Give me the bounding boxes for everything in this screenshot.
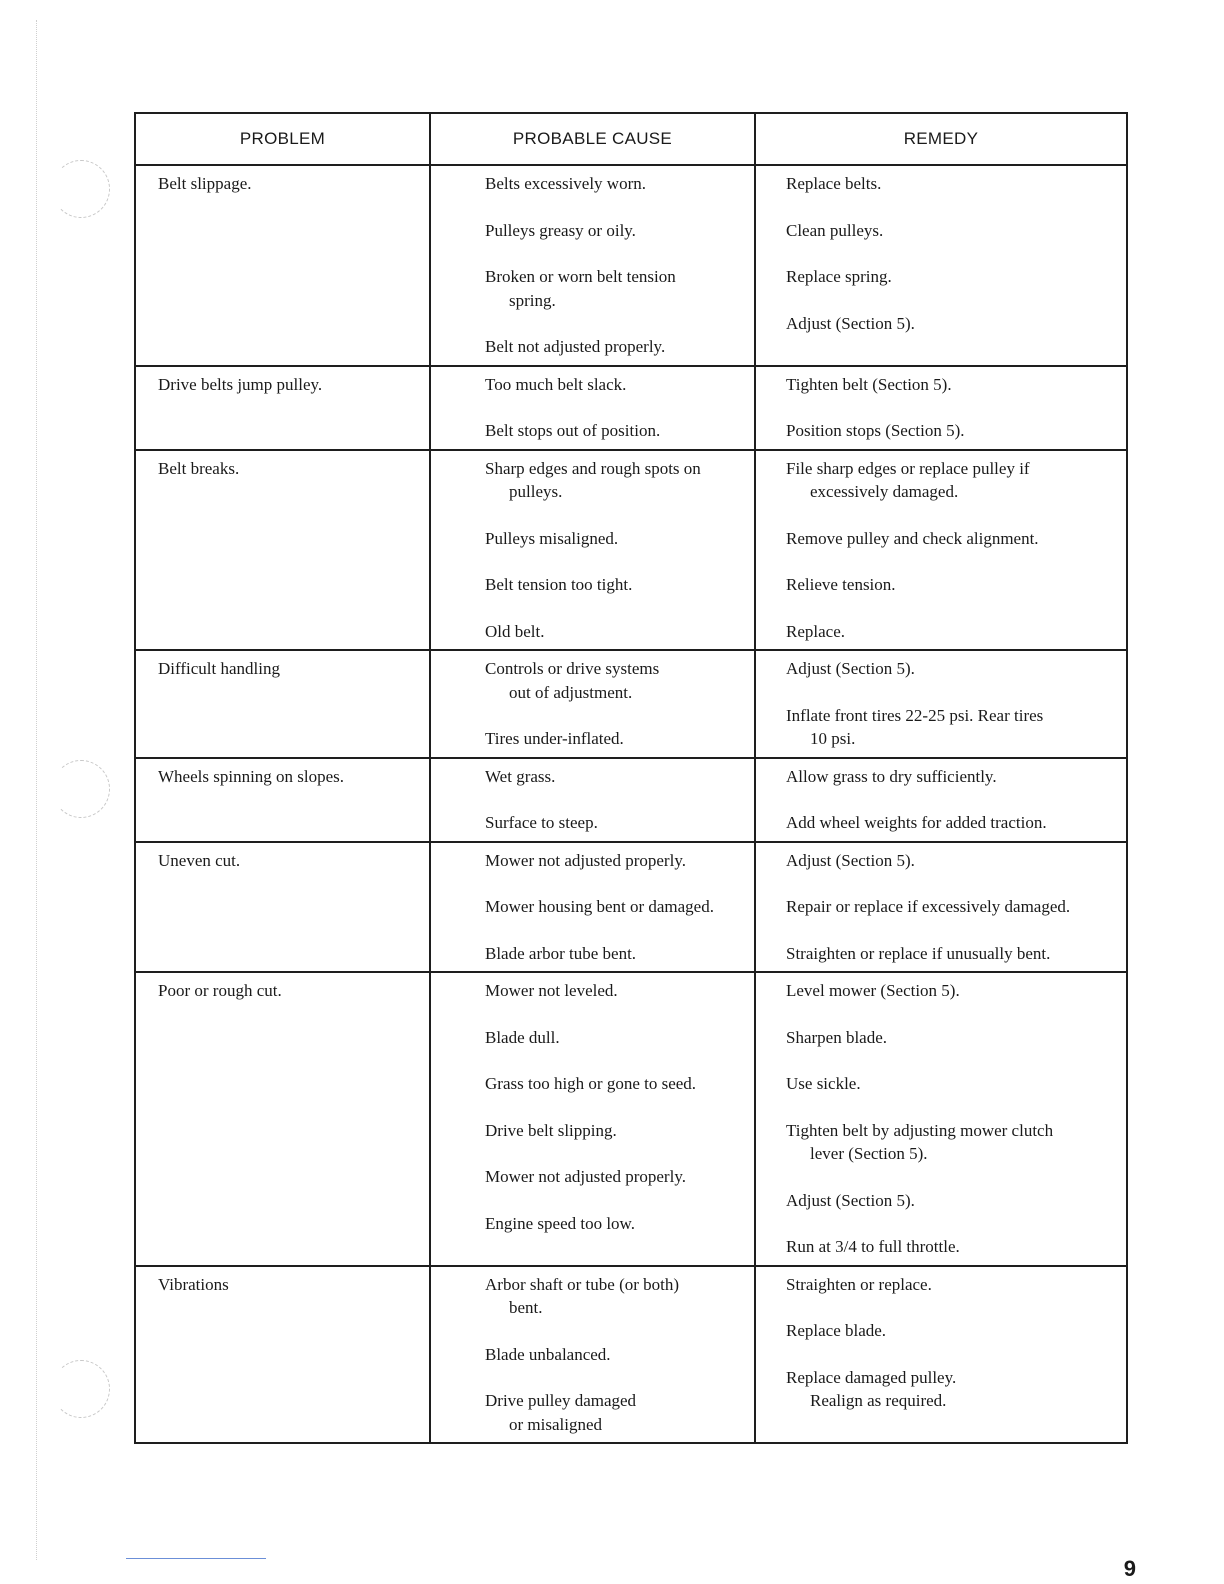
remedy-entry-line: Add wheel weights for added traction. [786,813,1047,832]
cause-entry-line: out of adjustment. [509,682,633,702]
cause-entry [485,657,744,704]
cause-entry-line: Mower not leveled. [485,981,618,1000]
remedy-cell [755,366,1127,450]
remedy-cell [755,758,1127,842]
cause-entry-line: Mower not adjusted properly. [485,1167,686,1186]
problem-cell: Wheels spinning on slopes. [135,758,430,842]
cause-entry [485,1165,744,1189]
remedy-column-header: REMEDY [755,113,1127,165]
cause-entry [485,1389,744,1436]
cause-entry [485,942,744,966]
cause-entry [485,219,744,243]
remedy-entry-line: Use sickle. [786,1074,861,1093]
cause-cell [430,450,755,651]
remedy-entry-line: Relieve tension. [786,575,896,594]
cause-entry-line: Belt not adjusted properly. [485,337,666,356]
cause-entry-line: Blade dull. [485,1027,560,1047]
table-row [135,1266,1127,1444]
cause-entry [485,573,744,597]
remedy-entry-line: Repair or replace if excessively damaged. [786,897,1071,916]
cause-entry-line: Old belt. [485,621,545,641]
remedy-entry-line: Level mower (Section 5). [786,981,960,1000]
cause-cell [430,1266,755,1444]
cause-entry-line: Mower housing bent or damaged. [485,897,714,916]
remedy-entry-line: Tighten belt by adjusting mower clutch [786,1120,1054,1140]
remedy-cell [755,450,1127,651]
cause-entry [485,172,744,196]
cause-entry-line: Belts excessively worn. [485,174,646,193]
cause-entry [485,1212,744,1236]
remedy-entry-line: Position stops (Section 5). [786,421,965,440]
remedy-entry-line: Remove pulley and check alignment. [786,528,1039,548]
cause-entry [485,1026,744,1050]
remedy-entry-line: Replace belts. [786,174,882,193]
cause-entry-line: Drive pulley damaged [485,1391,637,1410]
problem-cell: Belt breaks. [135,450,430,651]
remedy-entry [786,219,1116,243]
cause-entry [485,1072,744,1096]
table-row [135,758,1127,842]
binder-margin-line [36,20,37,1560]
remedy-entry [786,657,1116,681]
remedy-entry [786,419,1116,443]
table-row [135,972,1127,1266]
table-row [135,650,1127,758]
remedy-entry-line: excessively damaged. [810,482,959,501]
problem-cell: Difficult handling [135,650,430,758]
remedy-entry-line: Adjust (Section 5). [786,1190,915,1210]
problem-cell: Drive belts jump pulley. [135,366,430,450]
binder-hole [52,1360,110,1418]
cause-entry-line: pulleys. [509,482,563,501]
cause-entry [485,335,744,359]
table-row [135,366,1127,450]
problem-cell: Poor or rough cut. [135,972,430,1266]
remedy-entry-line: Replace. [786,621,845,641]
remedy-cell [755,1266,1127,1444]
remedy-entry [786,527,1116,551]
cause-entry [485,765,744,789]
cause-entry-line: Grass too high or gone to seed. [485,1074,697,1093]
remedy-entry [786,895,1116,919]
remedy-entry-line: Adjust (Section 5). [786,850,915,870]
remedy-entry-line: Allow grass to dry sufficiently. [786,766,997,786]
remedy-entry [786,1273,1116,1297]
remedy-entry [786,373,1116,397]
problem-cell: Uneven cut. [135,842,430,973]
table-row [135,450,1127,651]
cause-entry-line: or misaligned [509,1414,603,1434]
remedy-entry [786,312,1116,336]
cause-entry-line: Drive belt slipping. [485,1120,617,1140]
cause-entry [485,527,744,551]
cause-entry-line: Sharp edges and rough spots on [485,458,701,478]
remedy-entry [786,1072,1116,1096]
remedy-entry [786,265,1116,289]
cause-cell [430,972,755,1266]
cause-entry-line: Pulleys greasy or oily. [485,220,636,240]
remedy-entry [786,811,1116,835]
cause-entry [485,895,744,919]
cause-cell [430,758,755,842]
troubleshooting-table [134,112,1128,1444]
remedy-entry [786,1319,1116,1343]
remedy-entry-line: Run at 3/4 to full throttle. [786,1237,960,1256]
binder-hole [52,160,110,218]
cause-entry [485,811,744,835]
problem-cell: Belt slippage. [135,165,430,366]
cause-entry [485,979,744,1003]
cause-entry-line: Too much belt slack. [485,374,627,394]
cause-entry [485,620,744,644]
cause-entry-line: Controls or drive systems [485,659,660,678]
remedy-entry [786,704,1116,751]
remedy-entry-line: Replace blade. [786,1321,887,1340]
cause-entry [485,1119,744,1143]
remedy-entry-line: Realign as required. [810,1391,947,1410]
remedy-entry [786,1026,1116,1050]
table-row [135,165,1127,366]
problem-column-header: PROBLEM [135,113,430,165]
remedy-entry-line: Straighten or replace. [786,1274,932,1294]
remedy-entry [786,942,1116,966]
cause-entry [485,849,744,873]
cause-entry [485,419,744,443]
cause-entry [485,265,744,312]
remedy-cell [755,972,1127,1266]
cause-entry-line: Surface to steep. [485,813,598,832]
page-number: 9 [1123,1556,1136,1581]
cause-cell [430,650,755,758]
remedy-entry [786,172,1116,196]
cause-entry [485,1343,744,1367]
cause-entry-line: Arbor shaft or tube (or both) [485,1274,680,1294]
cause-entry-line: Belt stops out of position. [485,421,661,440]
remedy-entry [786,1119,1116,1166]
cause-entry [485,457,744,504]
remedy-entry-line: Sharpen blade. [786,1027,888,1047]
cause-entry-line: Blade arbor tube bent. [485,943,637,963]
cause-entry-line: Blade unbalanced. [485,1344,611,1364]
remedy-entry [786,573,1116,597]
cause-entry-line: Tires under-inflated. [485,729,624,748]
cause-entry-line: Broken or worn belt tension [485,267,676,286]
remedy-cell [755,842,1127,973]
cause-entry [485,373,744,397]
table-body [135,165,1127,1443]
remedy-entry-line: Replace spring. [786,267,892,286]
remedy-entry-line: 10 psi. [810,729,856,748]
remedy-entry-line: Straighten or replace if unusually bent. [786,943,1051,963]
binder-hole [52,760,110,818]
remedy-cell [755,650,1127,758]
remedy-entry-line: Adjust (Section 5). [786,313,915,333]
cause-cell [430,366,755,450]
remedy-entry-line: Adjust (Section 5). [786,659,915,678]
remedy-entry [786,457,1116,504]
cause-entry-line: Mower not adjusted properly. [485,850,686,870]
cause-entry-line: bent. [509,1298,543,1317]
remedy-entry [786,979,1116,1003]
remedy-entry [786,1189,1116,1213]
remedy-entry-line: File sharp edges or replace pulley if [786,458,1030,478]
table-row [135,842,1127,973]
remedy-entry-line: Replace damaged pulley. [786,1367,957,1387]
remedy-entry [786,1235,1116,1259]
problem-cell: Vibrations [135,1266,430,1444]
remedy-cell [755,165,1127,366]
remedy-entry-line: Tighten belt (Section 5). [786,374,952,394]
remedy-entry [786,849,1116,873]
cause-entry-line: spring. [509,290,556,310]
remedy-entry-line: Inflate front tires 22-25 psi. Rear tires [786,705,1044,725]
remedy-entry-line: Clean pulleys. [786,220,884,240]
cause-entry-line: Engine speed too low. [485,1213,635,1233]
remedy-entry [786,620,1116,644]
cause-cell [430,842,755,973]
cause-column-header: PROBABLE CAUSE [430,113,755,165]
cause-entry-line: Wet grass. [485,766,556,786]
cause-entry-line: Pulleys misaligned. [485,528,619,548]
cause-entry [485,1273,744,1320]
remedy-entry [786,1366,1116,1413]
footer-rule [126,1558,266,1559]
table-header-row [135,113,1127,165]
cause-cell [430,165,755,366]
remedy-entry-line: lever (Section 5). [810,1144,928,1163]
remedy-entry [786,765,1116,789]
cause-entry [485,727,744,751]
cause-entry-line: Belt tension too tight. [485,575,633,594]
